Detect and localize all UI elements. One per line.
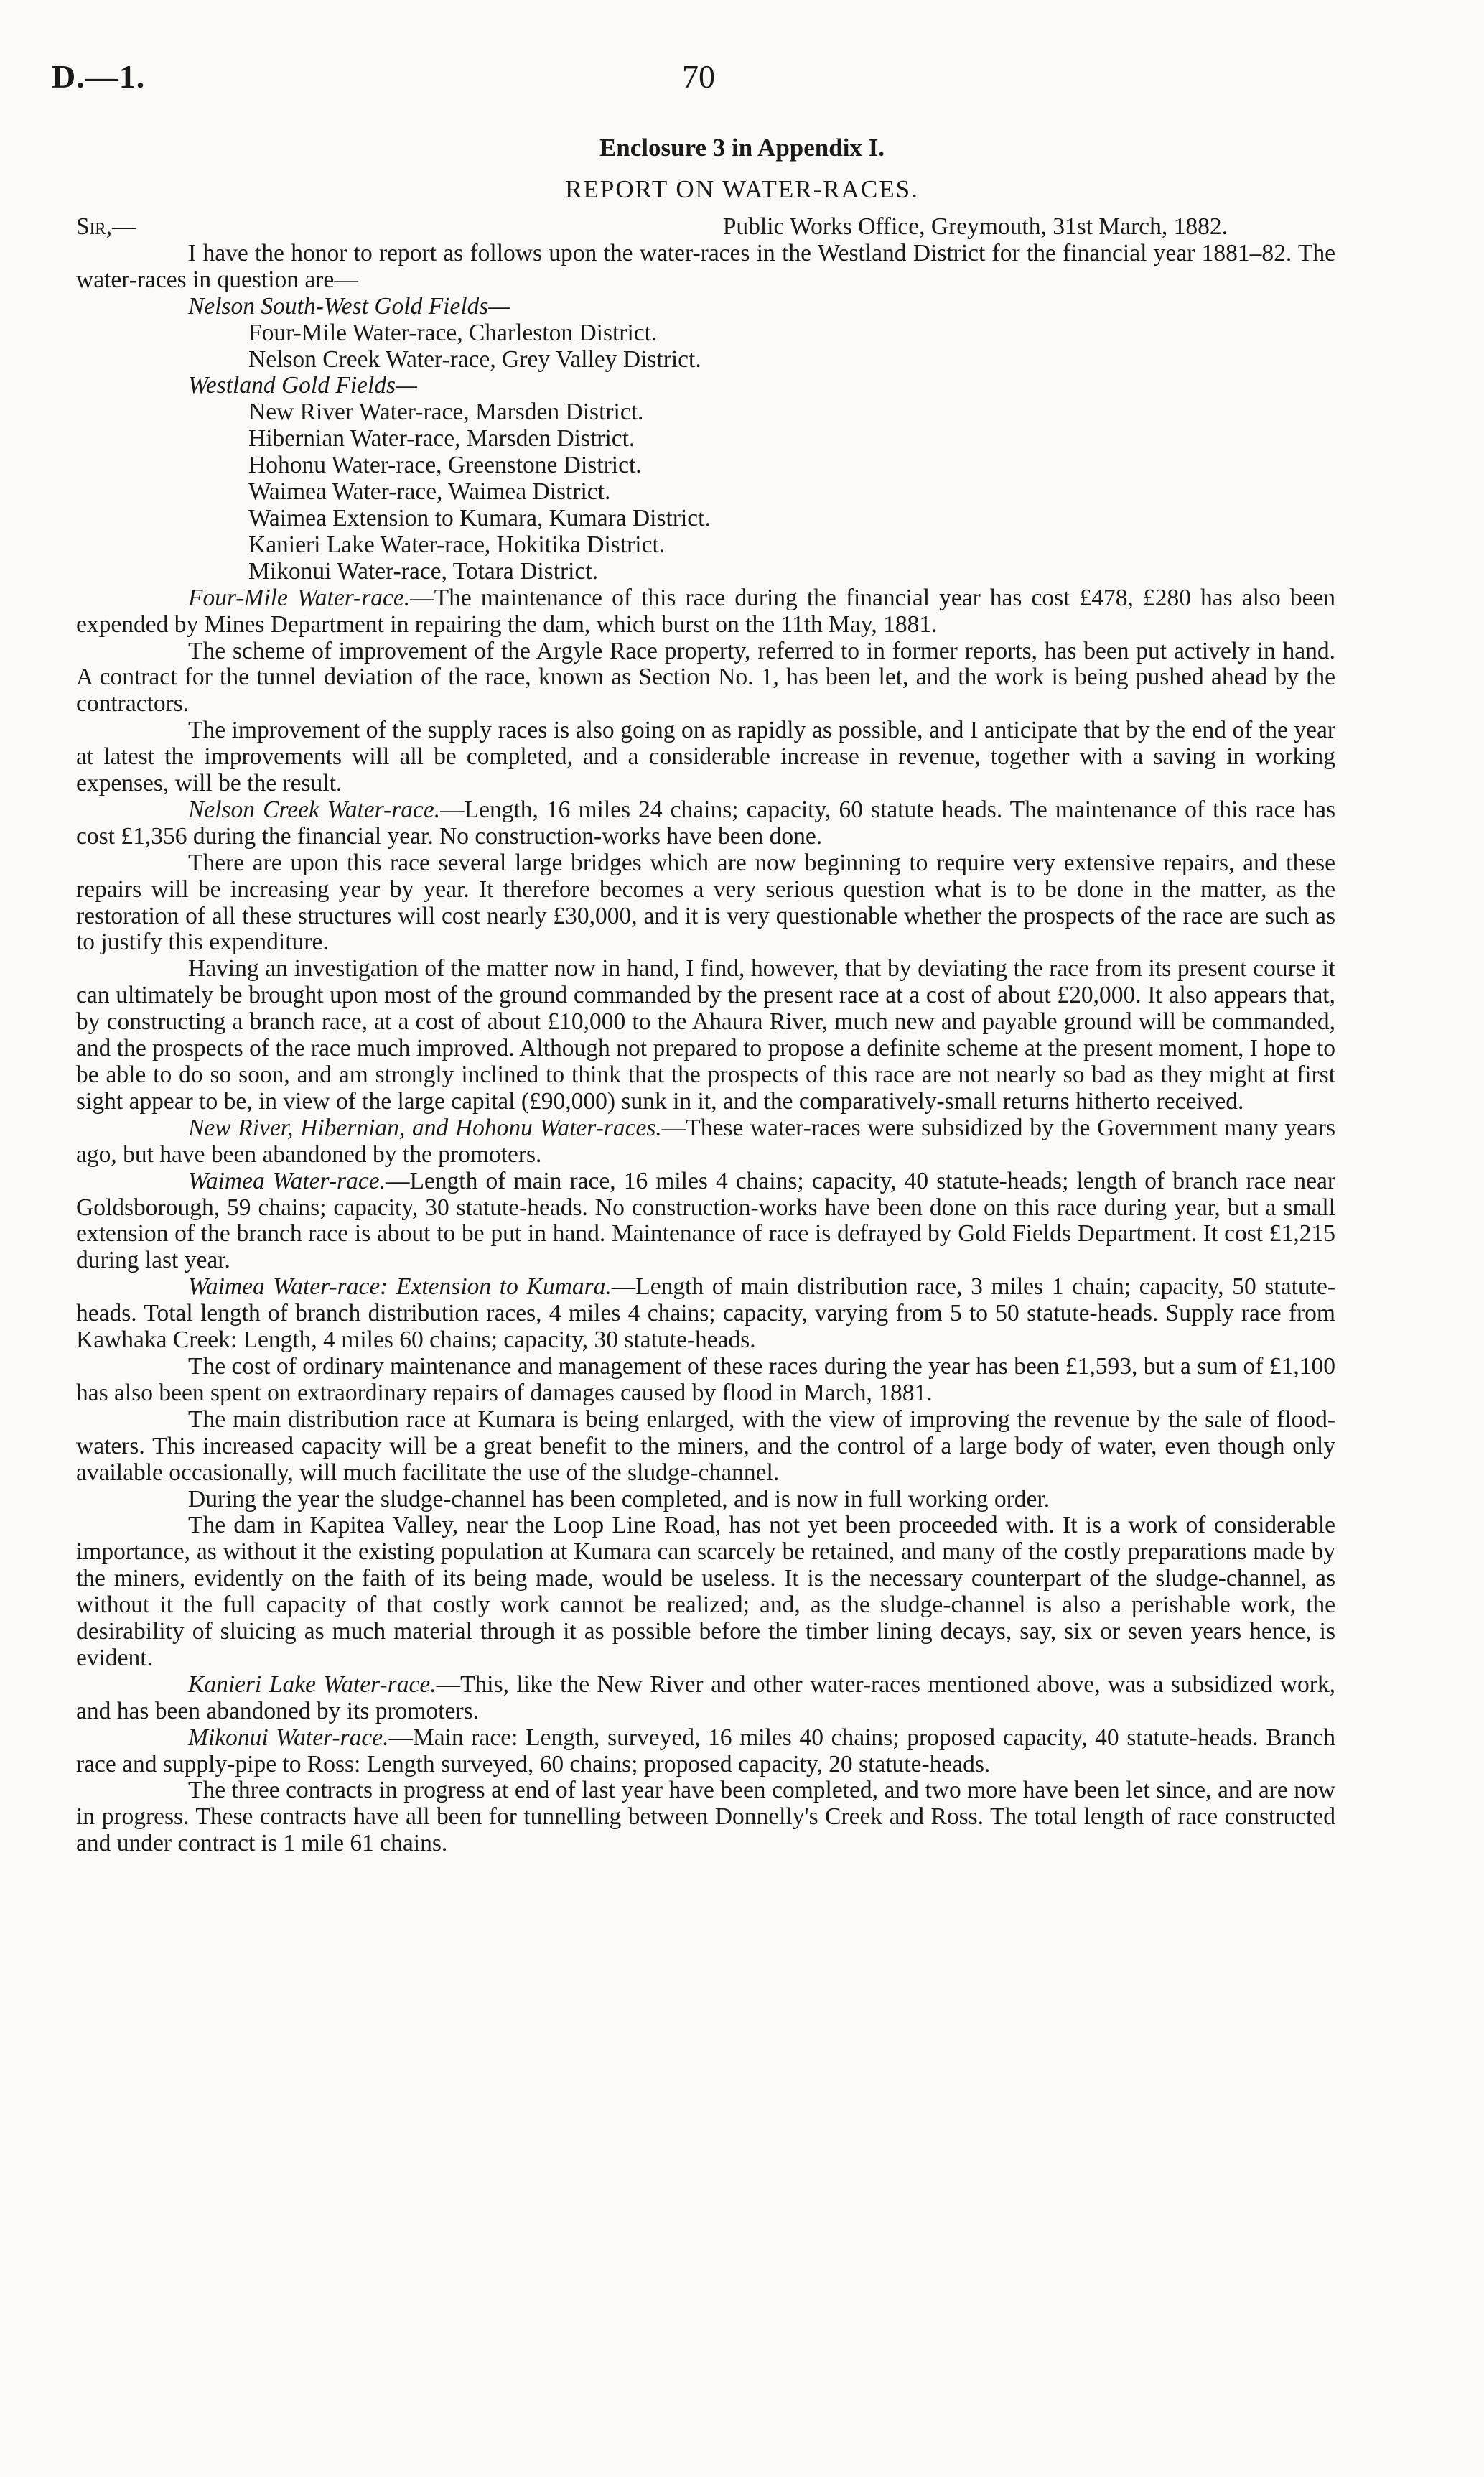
list-item: Hohonu Water-race, Greenstone District. [248, 452, 642, 479]
list-item: Mikonui Water-race, Totara District. [248, 557, 599, 585]
list-item: Hibernian Water-race, Marsden District. [248, 425, 635, 452]
group-list [248, 320, 1335, 373]
paragraph [76, 1115, 1335, 1168]
paragraph-text: —The maintenance of this race during the financial year has cost £478, £280 has also been expended by Mines Department in repairing the dam, which burst on the 11th May, 1881. [76, 584, 1335, 638]
section-lead: Mikonui Water-race. [188, 1724, 389, 1751]
paragraph-text: —Length, 16 miles 24 chains; capacity, 60 statute heads. The maintenance of this race has cost £1,356 during the financial year. No construction-works have been done. [76, 796, 1336, 850]
paragraph-text: —Length of main race, 16 miles 4 chains; capacity, 40 statute-heads; length of branch race near Goldsborough, 59 chains; capacity, 30 statute-heads. No construction-works have been done on this race during year, but a small extension of the branch race is about to be put in hand. Maintenance of race is defrayed by Gold Fields Department. It cost £1,215 during last year. [76, 1167, 1335, 1274]
salutation: Sir,— [76, 213, 136, 240]
paragraph [76, 850, 1335, 957]
place-date: Public Works Office, Greymouth, 31st March, 1882. [722, 213, 1228, 240]
paragraph [76, 797, 1335, 850]
paragraph [76, 1168, 1335, 1275]
paragraph [76, 1672, 1335, 1725]
page-number: 70 [682, 58, 715, 95]
document-reference: D.—1. [52, 58, 146, 95]
paragraph [76, 1487, 1335, 1513]
paragraph-text: The improvement of the supply races is also going on as rapidly as possible, and I anticipate that by the end of the year at latest the improvements will all be completed, and a considerable increase in revenue, together with a saving in working expenses, will be the result. [76, 717, 1335, 797]
paragraph [76, 717, 1335, 797]
paragraph [76, 638, 1335, 718]
group-list [248, 399, 1335, 585]
section-lead: New River, Hibernian, and Hohonu Water-races. [188, 1114, 662, 1141]
list-item: Kanieri Lake Water-race, Hokitika District. [248, 531, 666, 558]
paragraph [76, 585, 1335, 638]
paragraph-text: Having an investigation of the matter now in hand, I find, however, that by deviating the race from its present course it can ultimately be brought upon most of the ground commanded by the present race at a cost of about £20,000. It also appears that, by constructing a branch race, at a cost of about £10,000 to the Ahaura River, much new and payable ground will be commanded, and the prospects of the race much improved. Although not prepared to propose a definite scheme at the present moment, I hope to be able to do so soon, and am strongly inclined to think that the prospects of this race are not nearly so bad as they might at first sight appear to be, in view of the large capital (£90,000) sunk in it, and the comparatively-small returns hitherto received. [76, 955, 1335, 1115]
paragraph-text: The main distribution race at Kumara is being enlarged, with the view of improving the revenue by the sale of flood-waters. This increased capacity will be a great benefit to the miners, and the control of a large body of water, even though only available occasionally, will much facilitate the use of the sludge-channel. [76, 1405, 1335, 1486]
report-title: REPORT ON WATER-RACES. [565, 175, 919, 203]
list-item: Waimea Water-race, Waimea District. [248, 478, 611, 506]
salutation-line [76, 214, 1335, 241]
group-heading: Nelson South-West Gold Fields— [188, 292, 510, 320]
paragraph [76, 956, 1335, 1115]
enclosure-heading: Enclosure 3 in Appendix I. [599, 134, 885, 162]
list-item: Waimea Extension to Kumara, Kumara District. [248, 504, 711, 531]
section-lead: Waimea Water-race. [188, 1167, 386, 1194]
paragraph-text: —Main race: Length, surveyed, 16 miles 40 chains; proposed capacity, 40 statute-heads. Branch race and supply-pipe to Ross: Length surveyed, 60 chains; proposed capacity, 20 statute-heads. [76, 1724, 1335, 1777]
list-item: Nelson Creek Water-race, Grey Valley District. [248, 345, 701, 373]
section-lead: Nelson Creek Water-race. [188, 796, 441, 823]
water-race-groups [76, 294, 1335, 585]
paragraphs [76, 585, 1335, 1858]
list-item: Four-Mile Water-race, Charleston District. [248, 319, 658, 346]
paragraph [76, 1274, 1335, 1354]
list-item: New River Water-race, Marsden District. [248, 399, 644, 426]
paragraph [76, 1777, 1335, 1857]
group-heading: Westland Gold Fields— [188, 372, 417, 399]
intro-paragraph: I have the honor to report as follows upon the water-races in the Westland District for the financial year 1881–82. The water-races in question are— [76, 239, 1335, 293]
paragraph [76, 1354, 1335, 1407]
paragraph-text: The three contracts in progress at end of last year have been completed, and two more have been let since, and are now in progress. These contracts have all been for tunnelling between Donnelly's Creek and Ross. The total length of race constructed and under contract is 1 mile 61 chains. [76, 1777, 1335, 1857]
paragraph-text: During the year the sludge-channel has been completed, and is now in full working order. [188, 1485, 1050, 1512]
paragraph-text: —This, like the New River and other water-races mentioned above, was a subsidized work, and has been abandoned by its promoters. [76, 1670, 1335, 1724]
paragraph-text: The scheme of improvement of the Argyle Race property, referred to in former reports, has been put actively in hand. A contract for the tunnel deviation of the race, known as Section No. 1, has been let, and the work is being pushed ahead by the contractors. [76, 637, 1335, 717]
paragraph-text: —These water-races were subsidized by the Government many years ago, but have been abandoned by the promoters. [76, 1114, 1335, 1168]
paragraph-text: There are upon this race several large bridges which are now beginning to require very extensive repairs, and these repairs will be increasing year by year. It therefore becomes a very serious question what is to be done in the matter, as the restoration of all these structures will cost nearly £30,000, and it is very questionable whether the prospects of the race are such as to justify this expenditure. [76, 849, 1335, 956]
paragraph [76, 1725, 1335, 1778]
paragraph [76, 1512, 1335, 1671]
paragraph-text: —Length of main distribution race, 3 miles 1 chain; capacity, 50 statute-heads. Total length of branch distribution races, 4 miles 4 chains; capacity, varying from 5 to 50 statute-heads. Supply race from Kawhaka Creek: Length, 4 miles 60 chains; capacity, 30 statute-heads. [76, 1273, 1336, 1354]
section-lead: Waimea Water-race: Extension to Kumara. [188, 1273, 612, 1301]
paragraph-text: The dam in Kapitea Valley, near the Loop Line Road, has not yet been proceeded with. It is a work of considerable importance, as without it the existing population at Kumara can scarcely be retained, and many of the costly preparations made by the miners, evidently on the faith of its being made, would be useless. It is the necessary counterpart of the sludge-channel, as without it the full capacity of that costly work cannot be realized; and, as the sludge-channel is also a perishable work, the desirability of sluicing as much material through it as possible before the timber lining decays, say, six or seven years hence, is evident. [76, 1512, 1335, 1671]
section-lead: Four-Mile Water-race. [188, 584, 411, 611]
paragraph [76, 1407, 1335, 1487]
section-lead: Kanieri Lake Water-race. [188, 1670, 437, 1698]
report-body [76, 214, 1335, 1857]
paragraph-text: The cost of ordinary maintenance and management of these races during the year has been £1,593, but a sum of £1,100 has also been spent on extraordinary repairs of damages caused by flood in March, 1881. [76, 1352, 1335, 1406]
